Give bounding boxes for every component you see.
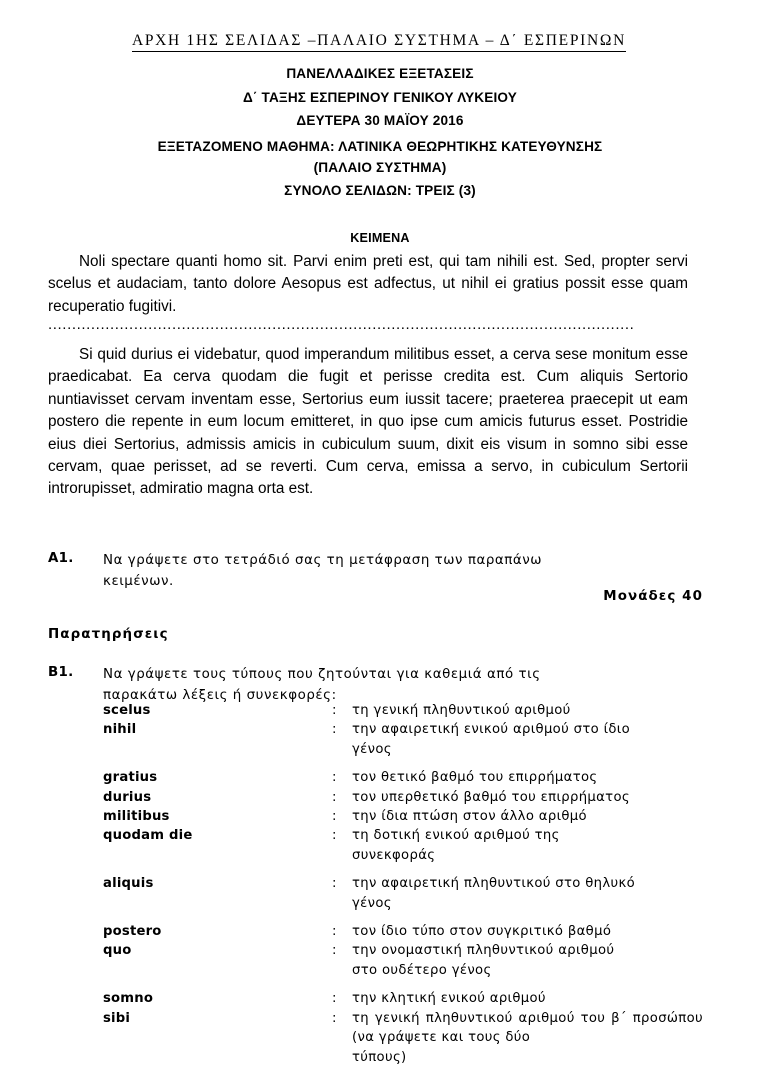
question-a1-text: [103, 551, 703, 592]
exam-title-line-2: Δ΄ ΤΑΞΗΣ ΕΣΠΕΡΙΝΟΥ ΓΕΝΙΚΟΥ ΛΥΚΕΙΟΥ: [243, 89, 517, 105]
word-list-row: [103, 874, 703, 913]
word-list-term: gratius: [103, 770, 158, 786]
word-list-definition-main: τον θετικό βαθμό του επιρρήματος: [352, 770, 598, 786]
word-list-row: [103, 826, 703, 865]
word-list-definition-main: την ίδια πτώση στον άλλο αριθμό: [352, 809, 587, 825]
latin-passage-2: [48, 344, 688, 501]
word-list-definition-last: συνεκφοράς: [352, 847, 436, 863]
dotted-separator: ...........................................................................................................................: [48, 320, 635, 332]
word-list-colon: :: [332, 1010, 337, 1026]
word-list-term: postero: [103, 924, 162, 940]
word-list-term: nihil: [103, 722, 137, 738]
exam-system-note: (ΠΑΛΑΙΟ ΣΥΣΤΗΜΑ): [313, 160, 447, 175]
exam-title-line-1: ΠΑΝΕΛΛΑΔΙΚΕΣ ΕΞΕΤΑΣΕΙΣ: [286, 66, 474, 81]
word-list-row: [103, 922, 703, 941]
word-list-term: quodam die: [103, 828, 193, 844]
question-a1-label: Α1.: [48, 551, 74, 566]
word-list-definition-last: γένος: [352, 741, 392, 757]
texts-section-title: ΚΕΙΜΕΝΑ: [350, 231, 410, 245]
word-list: [103, 701, 703, 1067]
word-list-row: [103, 768, 703, 787]
word-list-definition: [352, 788, 703, 807]
word-list-definition: [352, 1009, 703, 1067]
word-list-definition-main: τον υπερθετικό βαθμό του επιρρήματος: [352, 789, 630, 805]
latin-passage-2-text: Si quid durius ei videbatur, quod imperandum militibus esset, a cerva sese monitum esse praedicabat. Ea cerva quodam die fugit et perisse credita est. Cum aliquis Sertorio nuntiavisset cervam inventam esse, Sertorius eum iussit tacere; praeterea praecepit ut eam postero die repente in eum locum emitteret, in quo ipse cum amicis futurus esset. Postridie eius diei Sertorius, admissis amicis in cubiculum suum, dixit eis visum in somno sibi esse cervam, quae perisset, ad se reverti. Cum cerva, emissa a servo, in cubiculum Sertorii introrupisset, admiratio magna orta est.: [48, 346, 688, 498]
word-list-colon: :: [332, 770, 337, 786]
page-header: [48, 32, 710, 52]
word-list-row: [103, 720, 703, 759]
word-list-definition: [352, 768, 703, 787]
exam-subject: ΕΞΕΤΑΖΟΜΕΝΟ ΜΑΘΗΜΑ: ΛΑΤΙΝΙΚΑ ΘΕΩΡΗΤΙΚΗΣ ΚΑΤΕΥΘΥΝΣΗΣ: [157, 138, 603, 154]
word-list-term: quo: [103, 943, 132, 959]
question-b1-text-main: Να γράψετε τους τύπους που ζητούνται για καθεμιά από τις: [103, 667, 541, 682]
word-list-row: [103, 989, 703, 1008]
word-list-term: somno: [103, 991, 154, 1007]
question-a1: [48, 551, 703, 592]
word-list-colon: :: [332, 828, 337, 844]
word-list-definition-main: τη γενική πληθυντικού αριθμού: [352, 703, 571, 718]
word-list-row: [103, 807, 703, 826]
question-b1-text: [103, 665, 703, 706]
word-list-colon: :: [332, 876, 337, 892]
word-list-term: aliquis: [103, 876, 154, 892]
question-b1-label: Β1.: [48, 665, 74, 680]
question-a1-points: Μονάδες 40: [603, 589, 703, 604]
word-list-definition-last: στο ουδέτερο γένος: [352, 962, 492, 978]
word-list-definition-main: την ονομαστική πληθυντικού αριθμού: [352, 943, 615, 959]
word-list-term: militibus: [103, 809, 170, 825]
word-list-definition: [352, 989, 703, 1008]
exam-date: ΔΕΥΤΕΡΑ 30 ΜΑΪΟΥ 2016: [296, 113, 464, 128]
word-list-definition-last: γένος: [352, 895, 392, 911]
word-list-definition: [352, 807, 703, 826]
word-list-colon: :: [332, 789, 337, 805]
word-list-colon: :: [332, 924, 337, 940]
word-list-definition: [352, 701, 703, 720]
question-a1-text-main: Να γράψετε στο τετράδιό σας τη μετάφραση των παραπάνω: [103, 553, 543, 568]
word-list-definition: [352, 720, 703, 759]
word-list-term: sibi: [103, 1010, 131, 1026]
question-b1: [48, 665, 703, 706]
question-b1-text-last: παρακάτω λέξεις ή συνεκφορές:: [103, 687, 337, 703]
exam-title-block: [40, 62, 720, 203]
word-list-term: scelus: [103, 703, 151, 718]
word-list-row: [103, 788, 703, 807]
word-list-term: durius: [103, 789, 152, 805]
question-a1-text-last: κειμένων.: [103, 573, 174, 589]
word-list-colon: :: [332, 943, 337, 959]
word-list-row: [103, 941, 703, 980]
observations-heading: Παρατηρήσεις: [48, 627, 169, 642]
word-list-definition-main: την κλητική ενικού αριθμού: [352, 991, 546, 1007]
latin-passage-1-text: Noli spectare quanti homo sit. Parvi enim preti est, qui tam nihili est. Sed, propter servi scelus et audaciam, tanto dolore Aesopus est adfectus, ut nihil ei gratius possit esse quam recuperatio fugitivi.: [48, 253, 688, 315]
word-list-row: [103, 1009, 703, 1067]
word-list-colon: :: [332, 722, 337, 738]
word-list-definition-last: τύπους): [352, 1049, 407, 1065]
latin-passage-1: [48, 251, 688, 318]
word-list-colon: :: [332, 809, 337, 825]
word-list-definition: [352, 826, 703, 865]
exam-page-count: ΣΥΝΟΛΟ ΣΕΛΙΔΩΝ: ΤΡΕΙΣ (3): [284, 183, 476, 198]
word-list-row: [103, 701, 703, 720]
page-header-text: ΑΡΧΗ 1ΗΣ ΣΕΛΙΔΑΣ –ΠΑΛΑΙΟ ΣΥΣΤΗΜΑ – Δ΄ ΕΣΠΕΡΙΝΩΝ: [132, 32, 626, 52]
word-list-colon: :: [332, 703, 337, 718]
word-list-definition: [352, 941, 703, 980]
word-list-definition-main: την αφαιρετική ενικού αριθμού στο ίδιο: [352, 722, 631, 738]
word-list-definition-main: τη γενική πληθυντικού αριθμού του β΄ προσώπου (να γράψετε και τους δύο: [352, 1010, 703, 1046]
word-list-definition-main: την αφαιρετική πληθυντικού στο θηλυκό: [352, 876, 636, 892]
word-list-definition: [352, 922, 703, 941]
word-list-colon: :: [332, 991, 337, 1007]
word-list-definition-main: τη δοτική ενικού αριθμού της: [352, 828, 560, 844]
word-list-definition: [352, 874, 703, 913]
word-list-definition-main: τον ίδιο τύπο στον συγκριτικό βαθμό: [352, 924, 612, 940]
